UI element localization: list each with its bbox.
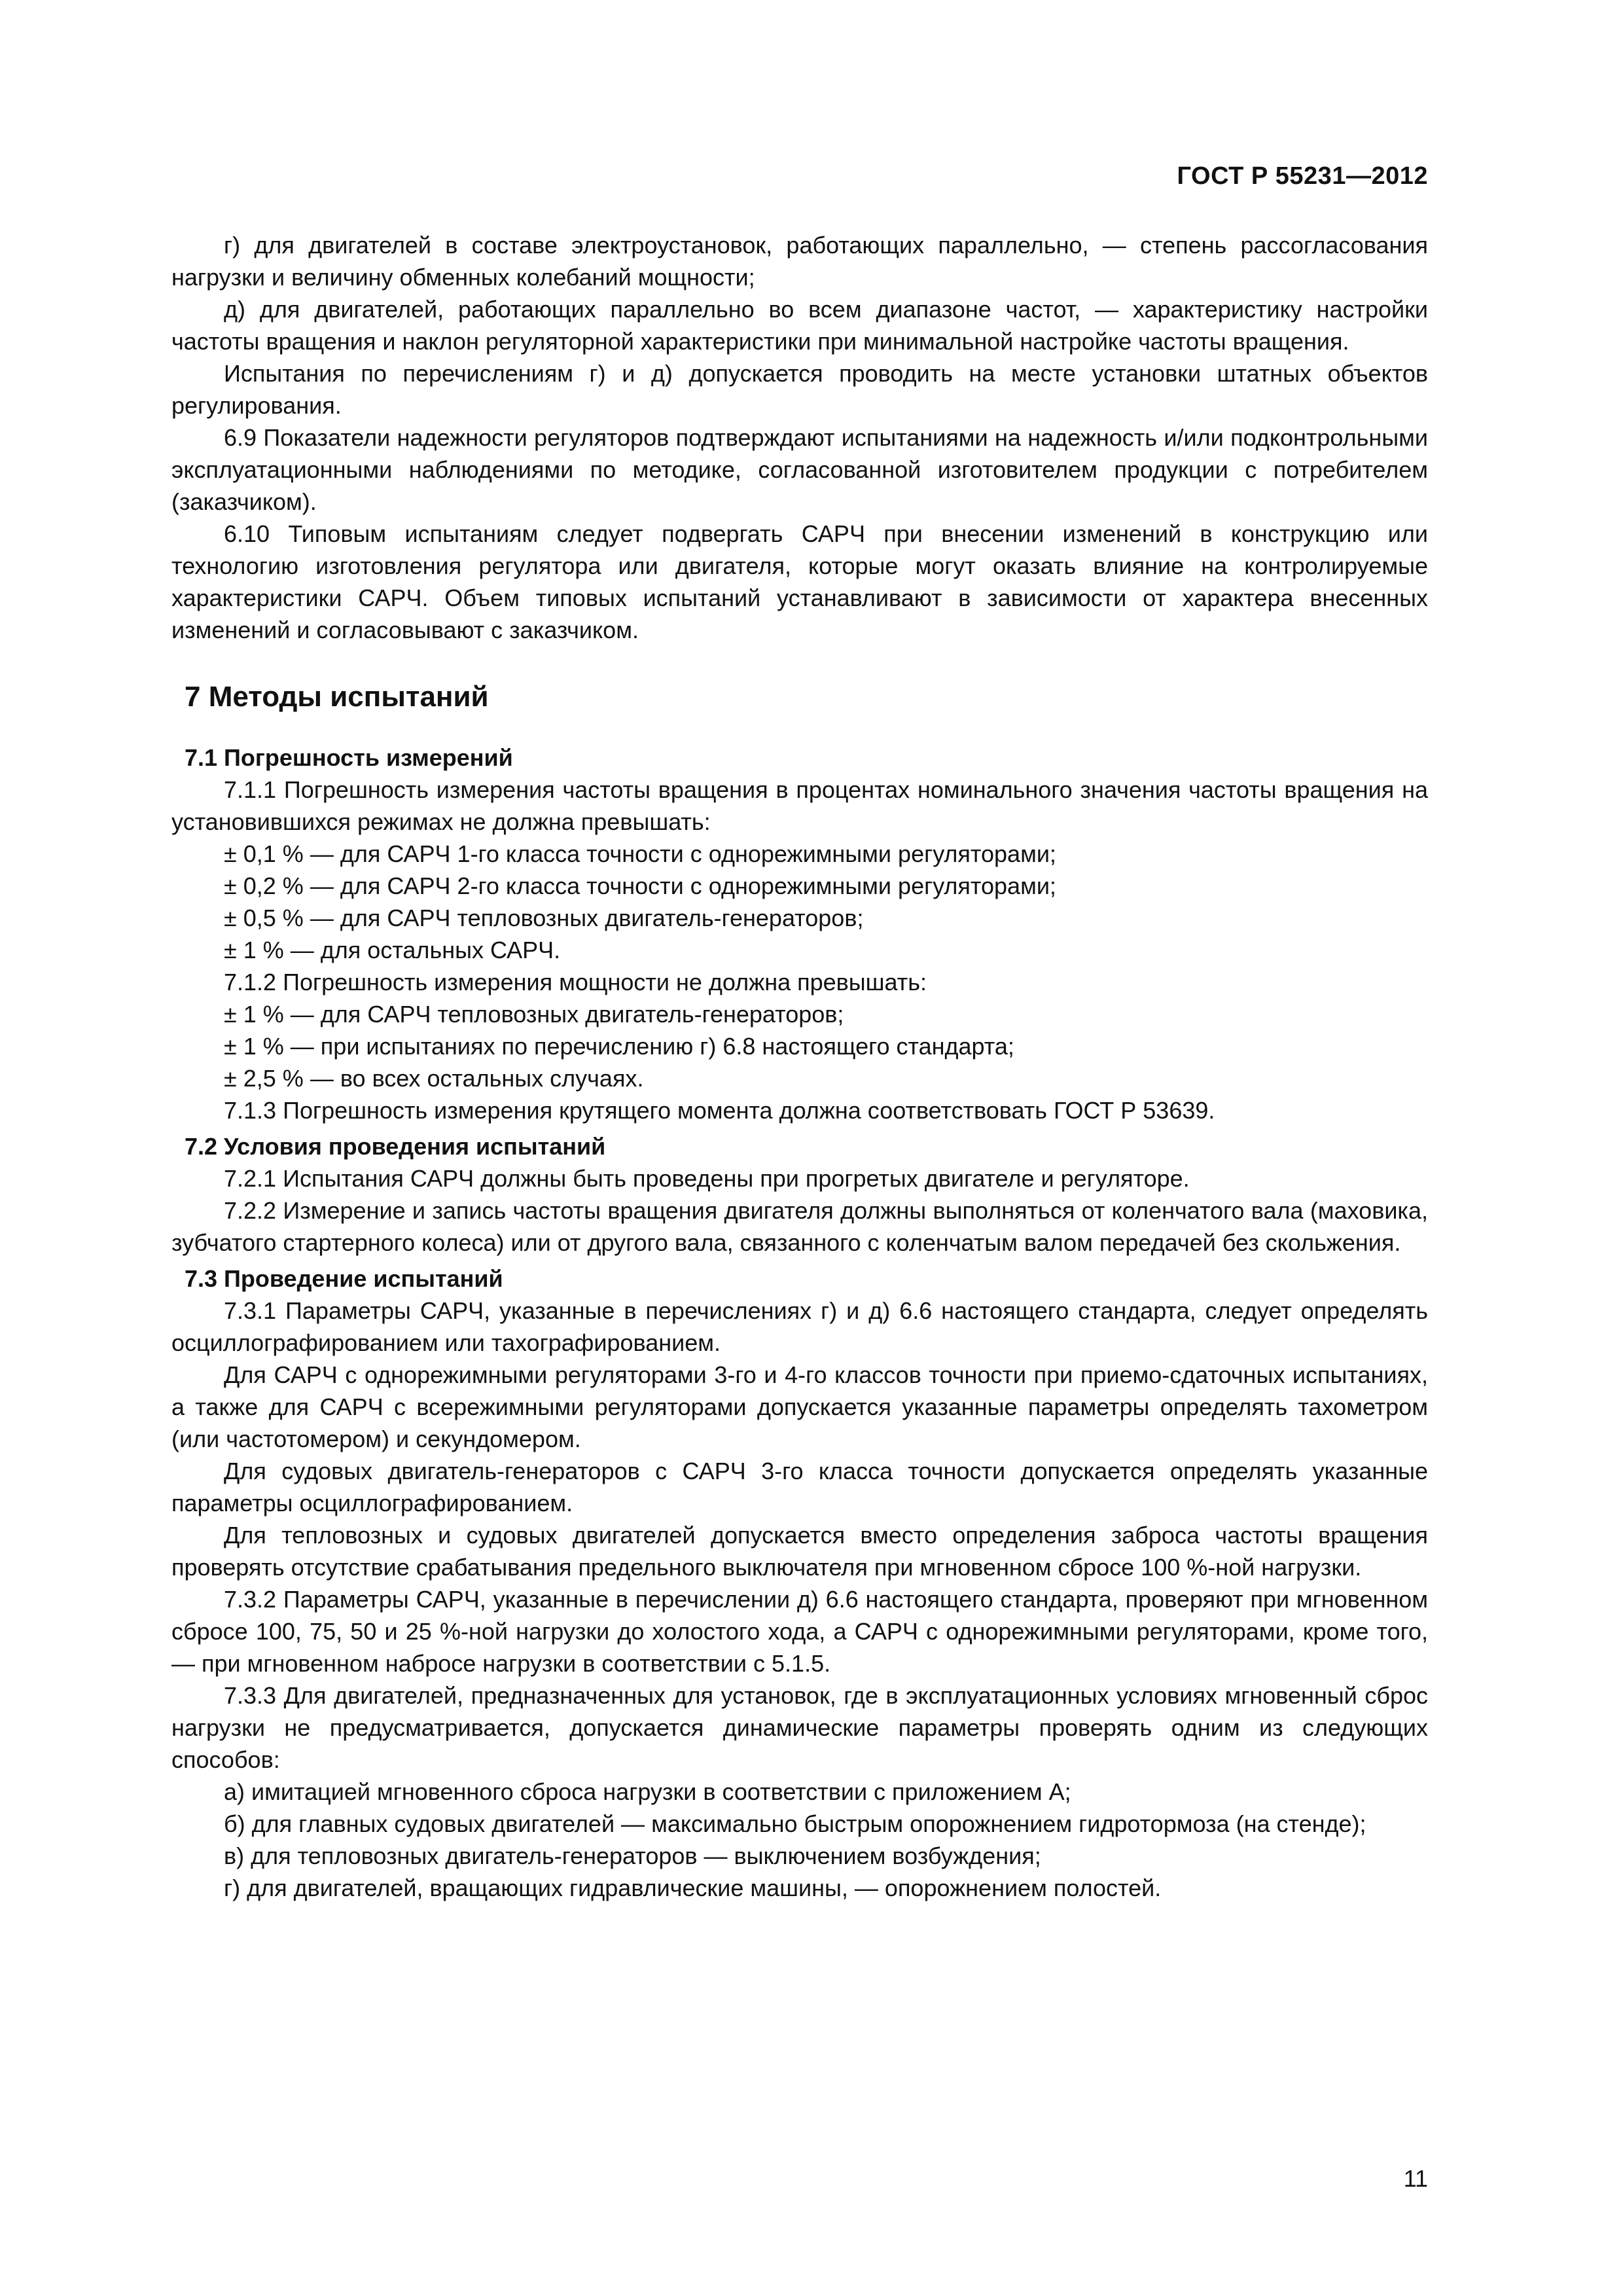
list-item: б) для главных судовых двигателей — максимально быстрым опорожнением гидротормоза (на стенде); xyxy=(224,1810,1366,1837)
document-header: ГОСТ Р 55231—2012 xyxy=(1177,162,1428,190)
list-item: а) имитацией мгновенного сброса нагрузки в соответствии с приложением А; xyxy=(224,1778,1071,1805)
document-body xyxy=(171,229,1428,1904)
paragraph: 7.3.1 Параметры САРЧ, указанные в перечислениях г) и д) 6.6 настоящего стандарта, следует определять осциллографированием или тахографированием. xyxy=(171,1297,1428,1356)
subsection-heading: 7.3 Проведение испытаний xyxy=(185,1265,503,1292)
paragraph: 6.10 Типовым испытаниям следует подвергать САРЧ при внесении изменений в конструкцию или технологию изготовления регулятора или двигателя, которые могут оказать влияние на контролируемые характеристики САРЧ. Объем типовых испытаний устанавливают в зависимости от характера внесенных изменений и согласовывают с заказчиком. xyxy=(171,520,1428,643)
paragraph: Для тепловозных и судовых двигателей допускается вместо определения заброса частоты вращения проверять отсутствие срабатывания предельного выключателя при мгновенном сбросе 100 %-ной нагрузки. xyxy=(171,1522,1428,1581)
paragraph: 7.3.2 Параметры САРЧ, указанные в перечислении д) 6.6 настоящего стандарта, проверяют при мгновенном сбросе 100, 75, 50 и 25 %-ной нагрузки до холостого хода, а САРЧ с однорежимными регуляторами, кроме того, — при мгновенном набросе нагрузки в соответствии с 5.1.5. xyxy=(171,1586,1428,1677)
paragraph: 7.2.2 Измерение и запись частоты вращения двигателя должны выполняться от коленчатого вала (маховика, зубчатого стартерного колеса) или от другого вала, связанного с коленчатым валом передачей без скольжения. xyxy=(171,1197,1428,1256)
paragraph: 7.2.1 Испытания САРЧ должны быть проведены при прогретых двигателе и регуляторе. xyxy=(224,1165,1190,1192)
paragraph: д) для двигателей, работающих параллельно во всем диапазоне частот, — характеристику настройки частоты вращения и наклон регуляторной характеристики при минимальной настройке частоты вращения. xyxy=(171,296,1428,355)
paragraph: 7.3.3 Для двигателей, предназначенных для установок, где в эксплуатационных условиях мгновенный сброс нагрузки не предусматривается, допускается динамические параметры проверять одним из следующих способов: xyxy=(171,1682,1428,1773)
list-item: ± 2,5 % — во всех остальных случаях. xyxy=(224,1065,644,1092)
paragraph: Испытания по перечислениям г) и д) допускается проводить на месте установки штатных объектов регулирования. xyxy=(171,360,1428,419)
paragraph: 7.1.3 Погрешность измерения крутящего момента должна соответствовать ГОСТ Р 53639. xyxy=(224,1097,1215,1124)
paragraph: г) для двигателей в составе электроустановок, работающих параллельно, — степень рассогласования нагрузки и величину обменных колебаний мощности; xyxy=(171,232,1428,291)
paragraph: Для САРЧ с однорежимными регуляторами 3-го и 4-го классов точности при приемо-сдаточных испытаниях, а также для САРЧ с всережимными регуляторами допускается указанные параметры определять тахометром (или частотомером) и секундомером. xyxy=(171,1361,1428,1452)
subsection-heading: 7.1 Погрешность измерений xyxy=(185,744,513,771)
paragraph: 7.1.2 Погрешность измерения мощности не должна превышать: xyxy=(224,969,927,996)
section-heading: 7 Методы испытаний xyxy=(185,681,489,713)
list-item: ± 1 % — при испытаниях по перечислению г) 6.8 настоящего стандарта; xyxy=(224,1033,1014,1060)
paragraph: Для судовых двигатель-генераторов с САРЧ 3-го класса точности допускается определять указанные параметры осциллографированием. xyxy=(171,1458,1428,1516)
list-item: ± 0,2 % — для САРЧ 2-го класса точности с однорежимными регуляторами; xyxy=(224,872,1056,899)
list-item: ± 0,1 % — для САРЧ 1-го класса точности с однорежимными регуляторами; xyxy=(224,840,1056,867)
list-item: ± 1 % — для остальных САРЧ. xyxy=(224,937,561,963)
list-item: г) для двигателей, вращающих гидравлические машины, — опорожнением полостей. xyxy=(224,1874,1162,1901)
paragraph: 7.1.1 Погрешность измерения частоты вращения в процентах номинального значения частоты вращения на установившихся режимах не должна превышать: xyxy=(171,776,1428,835)
paragraph: 6.9 Показатели надежности регуляторов подтверждают испытаниями на надежность и/или подконтрольными эксплуатационными наблюдениями по методике, согласованной изготовителем продукции с потребителем (заказчиком). xyxy=(171,424,1428,515)
list-item: в) для тепловозных двигатель-генераторов — выключением возбуждения; xyxy=(224,1842,1041,1869)
document-page xyxy=(171,0,1428,2296)
subsection-heading: 7.2 Условия проведения испытаний xyxy=(185,1133,606,1160)
page-number: 11 xyxy=(1403,2165,1428,2192)
list-item: ± 1 % — для САРЧ тепловозных двигатель-генераторов; xyxy=(224,1001,844,1028)
list-item: ± 0,5 % — для САРЧ тепловозных двигатель-генераторов; xyxy=(224,905,864,931)
